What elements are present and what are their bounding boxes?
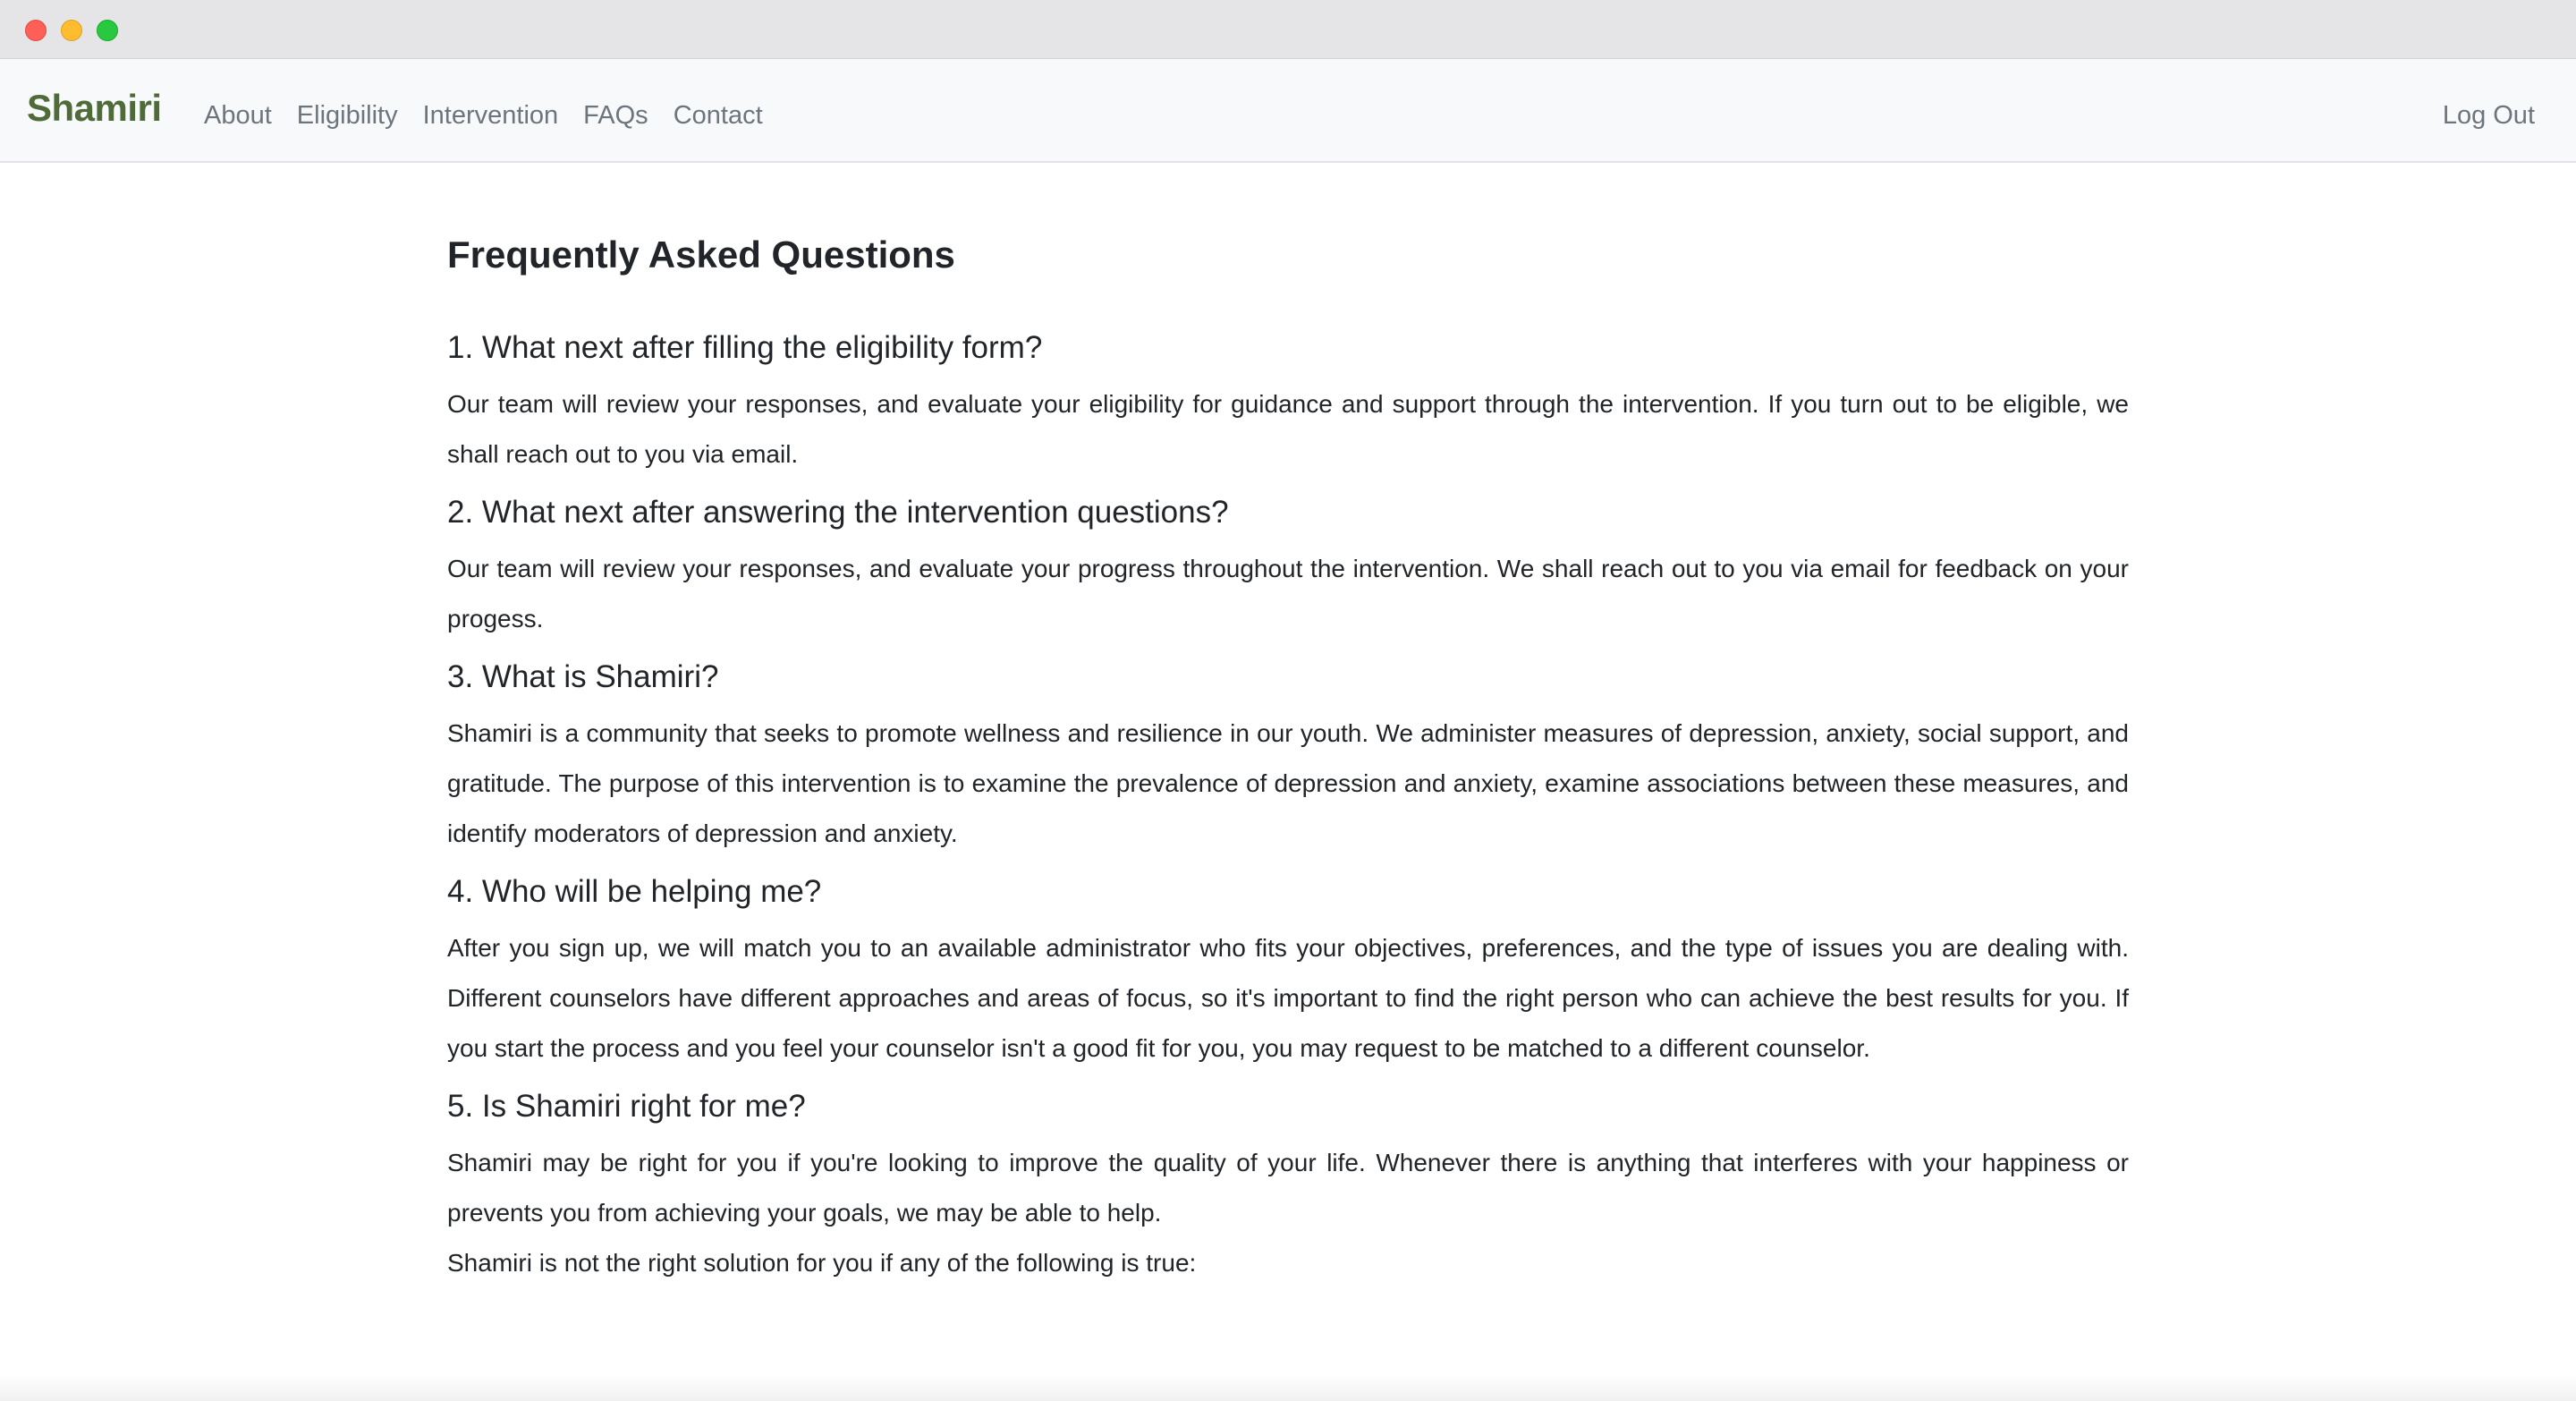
window-bottom-shadow	[0, 1374, 2576, 1401]
faq-answer: Shamiri may be right for you if you're looking to improve the quality of your life. Whenever there is anything that interferes with your happiness or prevents you from achieving your goals, we may be able to help.	[447, 1149, 2129, 1227]
nav-link-intervention[interactable]: Intervention	[422, 101, 559, 130]
faq-answer: Our team will review your responses, and evaluate your eligibility for guidance and support through the intervention. If you turn out to be eligible, we shall reach out to you via email.	[447, 390, 2129, 469]
faq-item	[447, 873, 2129, 1074]
faq-content	[447, 233, 2129, 1303]
nav-link-faqs[interactable]: FAQs	[583, 101, 648, 130]
nav-links	[204, 100, 775, 132]
faq-answer: Our team will review your responses, and evaluate your progress throughout the intervention. We shall reach out to you via email for feedback on your progess.	[447, 555, 2129, 633]
faq-answer: After you sign up, we will match you to an available administrator who fits your objectives, preferences, and the type of issues you are dealing with. Different counselors have different approaches and areas of focus, so it's important to find the right person who can achieve the best results for you. If you start the process and you feel your counselor isn't a good fit for you, you may request to be matched to a different counselor.	[447, 934, 2129, 1063]
faq-item	[447, 1088, 2129, 1288]
faq-question: 5. Is Shamiri right for me?	[447, 1089, 806, 1125]
page-title: Frequently Asked Questions	[447, 234, 955, 276]
faq-question: 2. What next after answering the intervention questions?	[447, 495, 1229, 531]
faq-question: 4. Who will be helping me?	[447, 874, 822, 910]
nav-link-about[interactable]: About	[204, 101, 272, 130]
close-window-button[interactable]	[25, 20, 47, 41]
faq-question: 1. What next after filling the eligibility form?	[447, 330, 1043, 366]
faq-item	[447, 329, 2129, 480]
faq-question: 3. What is Shamiri?	[447, 659, 719, 695]
faq-item	[447, 494, 2129, 644]
minimize-window-button[interactable]	[61, 20, 82, 41]
nav-link-contact[interactable]: Contact	[673, 101, 763, 130]
nav-link-eligibility[interactable]: Eligibility	[296, 101, 398, 130]
faq-answer: Shamiri is a community that seeks to promote wellness and resilience in our youth. We administer measures of depression, anxiety, social support, and gratitude. The purpose of this intervention is to examine the prevalence of depression and anxiety, examine associations between these measures, and identify moderators of depression and anxiety.	[447, 719, 2129, 848]
logout-link[interactable]: Log Out	[2442, 101, 2535, 130]
faq-item	[447, 658, 2129, 859]
brand-logo-link[interactable]: Shamiri	[27, 87, 162, 129]
faq-answer-extra: Shamiri is not the right solution for you if any of the following is true:	[447, 1249, 1197, 1278]
maximize-window-button[interactable]	[97, 20, 118, 41]
top-navbar	[0, 59, 2576, 163]
window-titlebar	[0, 0, 2576, 59]
